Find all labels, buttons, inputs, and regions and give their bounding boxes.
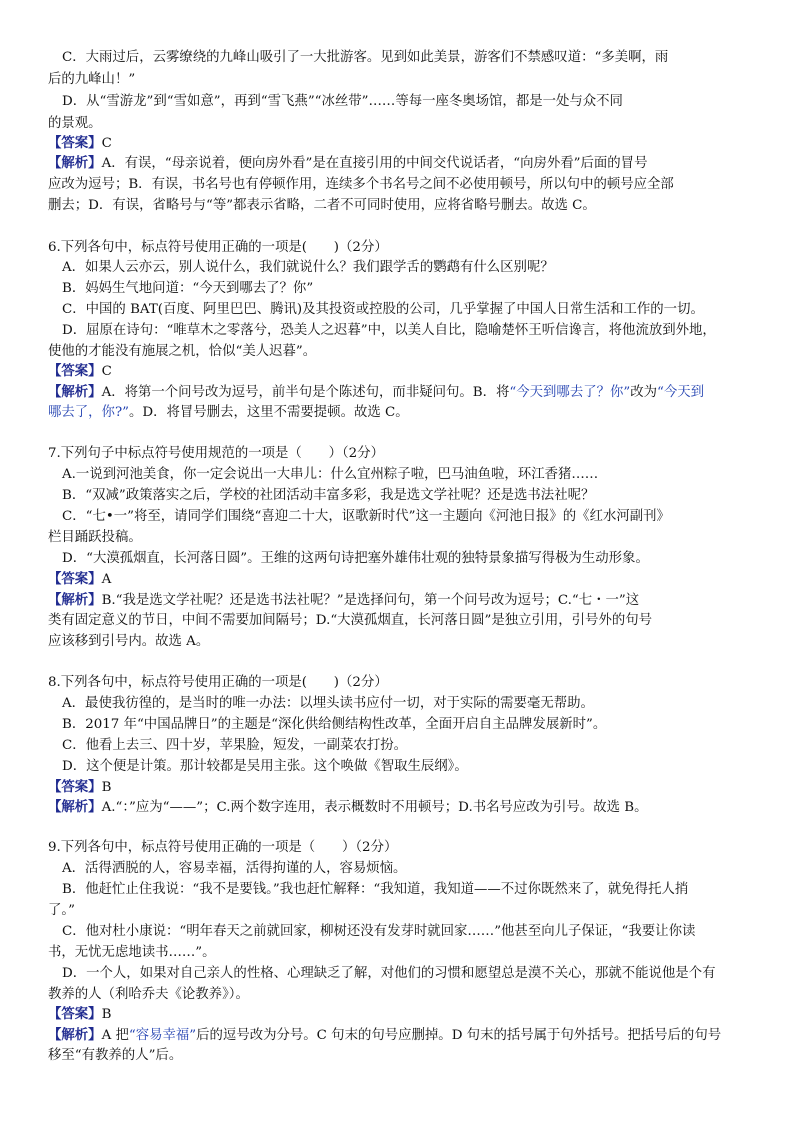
quoted-text: 哪去了，你?” — [48, 405, 129, 420]
option-c-line: C．大雨过后，云雾缭绕的九峰山吸引了一大批游客。见到如此美景，游客们不禁感叹道：“多美啊，雨 — [62, 50, 669, 65]
option-d-line: 使他的才能没有施展之机，恰似“美人迟暮”。 — [48, 344, 317, 359]
option-b: B．2017 年“中国品牌日”的主题是“深化供给侧结构性改革，全面开启自主品牌发展新时”。 — [62, 717, 607, 732]
question-8-stem: 8.下列各句中，标点符号使用正确的一项是( )（2分） — [48, 675, 388, 690]
answer-value: C — [101, 136, 112, 151]
analysis-line: 应改为逗号；B．有误，书名号也有停顿作用，连续多个书名号之间不必使用顿号，所以句中的顿号应全部 — [48, 177, 674, 192]
analysis-line: 类有固定意义的节日，中间不需要加间隔号；D.“大漠孤烟直，长河落日圆”是独立引用，引号外的句号 — [48, 613, 652, 628]
answer-line — [48, 133, 112, 154]
option-c-line: 书，无忧无虑地读书……”。 — [48, 945, 216, 960]
question-9-stem: 9.下列各句中，标点符号使用正确的一项是（ ）（2分） — [48, 840, 398, 855]
analysis-text: A．有误，“母亲说着，便向房外看”是在直接引用的中间交代说话者，“向房外看”后面的冒号 — [101, 156, 648, 171]
answer-value: B — [101, 1007, 112, 1022]
option-d-line: 的景观。 — [48, 116, 102, 131]
answer-line — [48, 1004, 111, 1025]
option-c-line: C．他对杜小康说：“明年春天之前就回家，柳树还没有发芽时就回家……”他甚至向儿子保证，“我要让你读 — [62, 924, 696, 939]
analysis-line — [48, 382, 704, 403]
answer-tag: 【答案】 — [48, 135, 102, 151]
option-d-line: D．从“雪游龙”到“雪如意”，再到“雪飞燕”“冰丝带”……等每一座冬奥场馆，都是一处与众不同 — [62, 94, 623, 109]
option-d: D．这个便是计策。那计较都是吴用主张。这个唤做《智取生辰纲》。 — [62, 759, 468, 774]
analysis-tag: 【解析】 — [48, 384, 102, 400]
analysis-line — [48, 797, 647, 818]
analysis-text: B.“我是选文学社呢？还是选书法社呢？”是选择问句，第一个问号改为逗号；C.“七・一”这 — [101, 593, 640, 608]
option-c-line: C．“七•一”将至，请同学们围绕“喜迎二十大，讴歌新时代”这一主题向《河池日报》的《红水河副刊》 — [62, 509, 670, 524]
analysis-text: A 把 — [101, 1028, 129, 1043]
quoted-text: “今天到哪去了？你” — [509, 385, 631, 400]
option-d-line: 教养的人（利哈乔夫《论教养》）。 — [48, 987, 249, 1002]
answer-value: C — [101, 364, 112, 379]
question-7-stem: 7.下列句子中标点符号使用规范的一项是（ ）（2分） — [48, 446, 384, 461]
option-a: A．活得洒脱的人，容易幸福，活得拘谨的人，容易烦恼。 — [62, 861, 407, 876]
analysis-line: 删去；D．有误，省略号与“等”都表示省略，二者不可同时使用，应将省略号删去。故选 C。 — [48, 198, 596, 213]
option-a: A．如果人云亦云，别人说什么，我们就说什么？我们跟学舌的鹦鹉有什么区别呢？ — [62, 260, 554, 275]
option-b-line: 了。” — [48, 903, 75, 918]
analysis-text: 后的逗号改为分号。C 句末的句号应删掉。D 句末的括号属于句外括号。把括号后的句号 — [196, 1028, 722, 1043]
option-d: D．“大漠孤烟直，长河落日圆”。王维的这两句诗把塞外雄伟壮观的独特景象描写得极为生动形象。 — [62, 551, 649, 566]
answer-tag: 【答案】 — [48, 571, 102, 587]
answer-tag: 【答案】 — [48, 363, 102, 379]
quoted-text: “容易幸福” — [128, 1028, 197, 1043]
answer-line — [48, 361, 112, 382]
analysis-tag: 【解析】 — [48, 592, 102, 608]
option-d-line: D．一个人，如果对自己亲人的性格、心理缺乏了解，对他们的习惯和愿望总是漠不关心，那就不能说他是个有 — [62, 966, 716, 981]
analysis-text: 。D．将冒号删去，这里不需要提顿。故选 C。 — [128, 405, 409, 420]
answer-value: A — [101, 572, 112, 587]
option-c: C．中国的 BAT(百度、阿里巴巴、腾讯)及其投资或控股的公司，几乎掌握了中国人日常生活和工作的一切。 — [62, 302, 704, 317]
option-b: B．妈妈生气地问道：“今天到哪去了？你” — [62, 281, 314, 296]
option-a: A．最使我彷徨的，是当时的唯一办法：以埋头读书应付一切，对于实际的需要毫无帮助。 — [62, 696, 594, 711]
option-c-line: 后的九峰山！” — [48, 72, 136, 87]
analysis-tag: 【解析】 — [48, 1027, 102, 1043]
answer-tag: 【答案】 — [48, 779, 102, 795]
analysis-tag: 【解析】 — [48, 155, 102, 171]
analysis-text: A.“：”应为“——”；C.两个数字连用，表示概数时不用顿号；D.书名号应改为引号。故选 B。 — [101, 800, 648, 815]
analysis-line — [48, 403, 409, 423]
option-c: C．他看上去三、四十岁，苹果脸，短发，一副菜农打扮。 — [62, 738, 408, 753]
option-a: A.一说到河池美食，你一定会说出一大串儿：什么宜州粽子啦，巴马油鱼啦，环江香猪…… — [62, 467, 599, 482]
analysis-text: A．将第一个问号改为逗号，前半句是个陈述句，而非疑问句。B．将 — [101, 385, 510, 400]
analysis-line — [48, 590, 639, 611]
question-6-stem: 6.下列各句中，标点符号使用正确的一项是( )（2分） — [48, 240, 388, 255]
option-d-line: D．屈原在诗句：“唯草木之零落兮，恐美人之迟暮”中，以美人自比，隐喻楚怀王听信谗言，将他流放到外地， — [62, 323, 716, 338]
quoted-text: “今天到 — [657, 385, 705, 400]
answer-line — [48, 569, 111, 590]
analysis-line: 应该移到引号内。故选 A。 — [48, 634, 210, 649]
answer-line — [48, 777, 111, 798]
option-b: B．“双减”政策落实之后，学校的社团活动丰富多彩，我是选文学社呢？还是选书法社呢？ — [62, 488, 595, 503]
analysis-line: 移至“有教养的人”后。 — [48, 1048, 183, 1063]
option-b-line: B．他赶忙止住我说：“我不是要钱。”我也赶忙解释：“我知道，我知道——不过你既然来了，就免得托人捎 — [62, 882, 689, 897]
answer-value: B — [101, 780, 112, 795]
option-c-line: 栏目踊跃投稿。 — [48, 530, 142, 545]
analysis-line — [48, 1025, 721, 1046]
analysis-text: 改为 — [630, 385, 658, 400]
answer-tag: 【答案】 — [48, 1006, 102, 1022]
analysis-line — [48, 153, 647, 174]
analysis-tag: 【解析】 — [48, 799, 102, 815]
